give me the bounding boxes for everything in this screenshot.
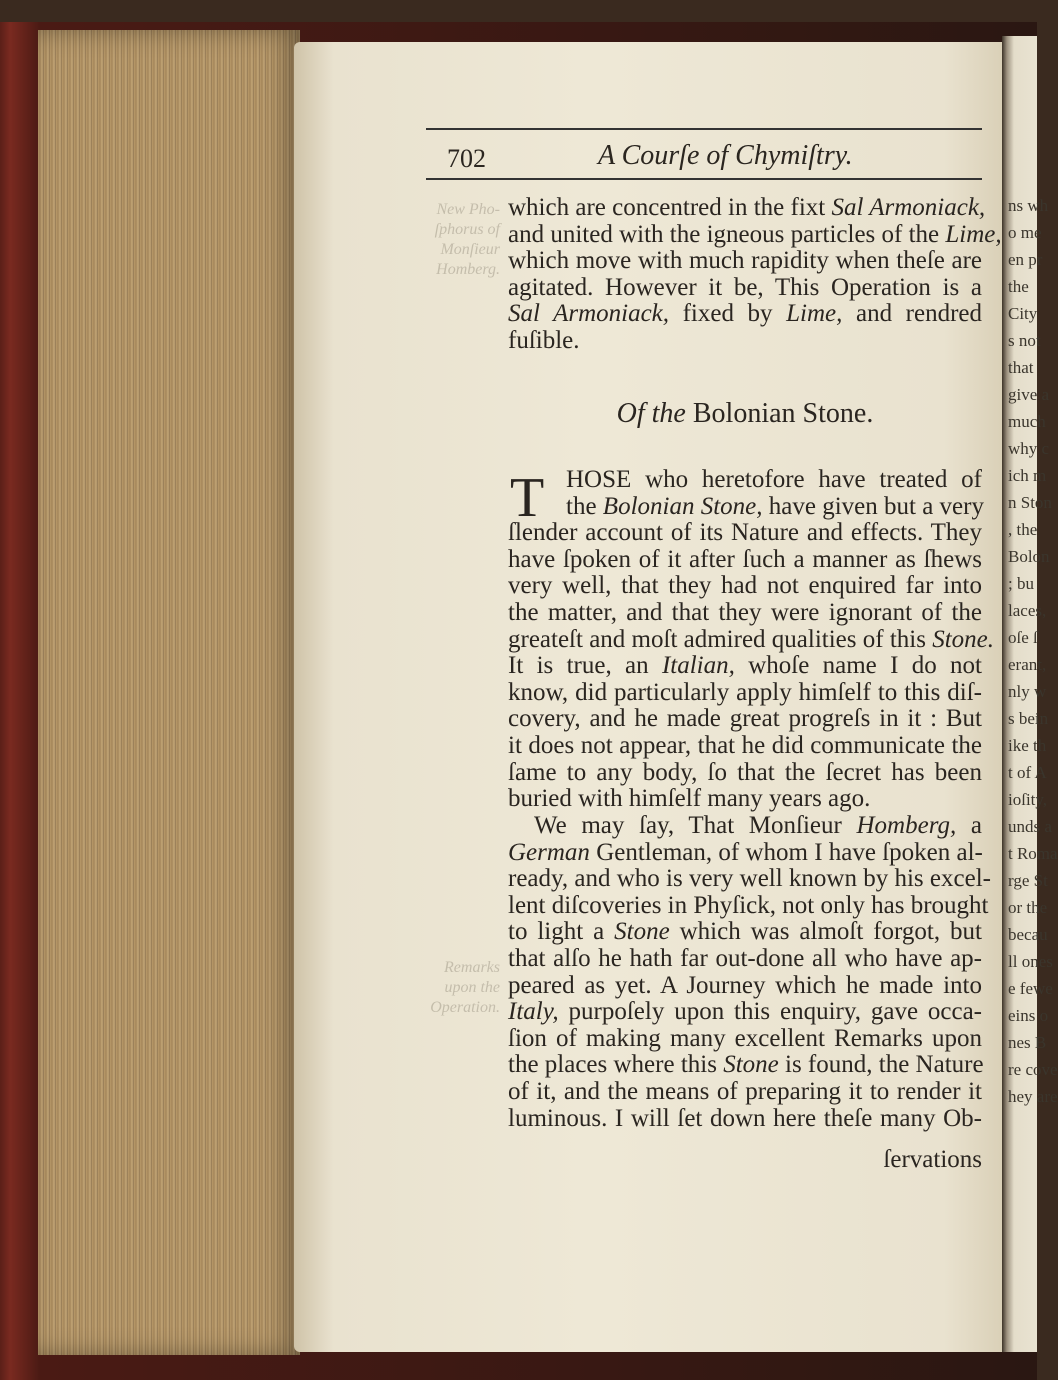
text-line: know, did particularly apply himſelf to this diſ-: [508, 678, 982, 706]
text-line: buried with himſelf many years ago.: [508, 785, 871, 813]
text-line: ſame to any body, ſo that the ſecret has been: [508, 758, 982, 786]
right-page-fragment: Bolon: [1008, 547, 1050, 566]
drop-cap: T: [510, 467, 545, 529]
text-line: ſlender account of its Nature and effects. They: [508, 519, 982, 547]
text-line: very well, that they had not enquired far into: [508, 572, 982, 600]
right-page-fragment: hey are: [1008, 1087, 1058, 1106]
right-page-fragment: ; bu: [1008, 574, 1034, 593]
right-page-fragment: nes B: [1008, 1033, 1047, 1052]
text-line: that alſo he hath far out-done all who have ap-: [508, 944, 982, 972]
right-page-fragment: ich m: [1008, 466, 1047, 485]
right-page-fragment: erant,: [1008, 655, 1047, 674]
right-page-edge: [1002, 36, 1058, 1352]
right-page-fragment: that: [1008, 358, 1034, 377]
text-line: of it, and the means of preparing it to render it: [508, 1077, 982, 1105]
right-page-fragment: much: [1008, 412, 1046, 431]
page-number: 702: [447, 144, 486, 173]
right-page-fragment: t Roma: [1008, 844, 1058, 863]
text-line: and united with the igneous particles of the Lime,: [508, 220, 1002, 248]
bleed-through-note: Remarks upon the Operation.: [430, 959, 500, 1016]
text-line: Sal Armoniack, fixed by Lime, and rendred: [508, 300, 982, 328]
text-line: have ſpoken of it after ſuch a manner as ſhews: [508, 545, 982, 573]
right-page-fragment: or the: [1008, 898, 1048, 917]
text-line: ready, and who is very well known by his excel-: [508, 865, 991, 893]
right-page-fragment: why c: [1008, 439, 1050, 458]
right-page-fragment: ll ones: [1008, 952, 1053, 971]
right-page-fragment: give a: [1008, 385, 1050, 404]
text-line: which move with much rapidity when theſe are: [508, 247, 982, 275]
right-page-fragment: laces,: [1008, 601, 1047, 620]
right-page-fragment: the: [1008, 277, 1029, 296]
right-page-fragment: ike th: [1008, 736, 1047, 755]
text-line: HOSE who heretofore have treated of: [566, 466, 982, 493]
bleed-through-note: New Pho- ſphorus of Monſieur Homberg.: [434, 201, 500, 278]
text-line: ſion of making many excellent Remarks upon: [508, 1024, 982, 1052]
right-page-fragment: s not: [1008, 331, 1041, 350]
right-page-fragment: oſe ſ: [1008, 628, 1038, 647]
running-title: A Courſe of Chymiſtry.: [598, 140, 853, 171]
right-page-fragment: unds a: [1008, 817, 1052, 836]
right-page-fragment: becau: [1008, 925, 1048, 944]
text-line: luminous. I will ſet down here theſe many Ob-: [508, 1104, 982, 1132]
page-edges: [38, 30, 300, 1355]
text-line: which are concentred in the fixt Sal Armoniack,: [508, 194, 986, 221]
right-page-fragment: ioſity,: [1008, 790, 1048, 809]
paragraph-homberg: [508, 812, 991, 1132]
paragraph-continuation: [508, 194, 1002, 355]
text-line: It is true, an Italian, whoſe name I do not: [508, 652, 982, 680]
section-heading: Of the Bolonian Stone.: [616, 398, 874, 429]
text-line: fuſible.: [508, 326, 580, 354]
text-line: the Bolonian Stone, have given but a very: [566, 492, 984, 520]
right-page-fragment: eins o: [1008, 1006, 1049, 1025]
right-page-fragment: ns wh: [1008, 196, 1049, 215]
right-page-fragment: en pr: [1008, 250, 1043, 269]
header-rule-bottom: [426, 178, 982, 180]
text-line: the matter, and that they were ignorant of the: [508, 598, 982, 626]
text-line: We may ſay, That Monſieur Homberg, a: [534, 812, 982, 839]
text-line: German Gentleman, of whom I have ſpoken al-: [508, 838, 983, 866]
right-page-fragment: t of A: [1008, 763, 1047, 782]
text-line: agitated. However it be, This Operation is a: [508, 273, 982, 301]
right-page-fragment: s bein: [1008, 709, 1049, 728]
text-line: to light a Stone which was almoſt forgot, but: [508, 918, 982, 946]
text-line: greateſt and moſt admired qualities of this Stone.: [508, 625, 994, 653]
text-line: covery, and he made great progreſs in it : But: [508, 705, 982, 733]
paragraph-bolonian-stone: [508, 466, 994, 813]
text-line: Italy, purpoſely upon this enquiry, gave occa-: [508, 998, 982, 1026]
right-page-fragment: rge St: [1008, 871, 1048, 890]
right-page-fragment: City: [1008, 304, 1038, 323]
right-page-fragment: e fewe: [1008, 979, 1053, 998]
right-page-fragment: re cove: [1008, 1060, 1058, 1079]
right-page-fragment: nly w: [1008, 682, 1047, 701]
catchword: ſervations: [883, 1146, 982, 1173]
text-line: it does not appear, that he did communicate the: [508, 731, 982, 759]
text-line: the places where this Stone is found, the Nature: [508, 1051, 984, 1079]
text-line: peared as yet. A Journey which he made into: [508, 971, 982, 999]
right-page-fragment: , the: [1008, 520, 1038, 539]
header-rule-top: [426, 128, 982, 130]
right-page-fragment: o me: [1008, 223, 1042, 242]
text-line: lent diſcoveries in Phyſick, not only has brought: [508, 891, 989, 919]
right-page-fragment: n Ston: [1008, 493, 1052, 512]
